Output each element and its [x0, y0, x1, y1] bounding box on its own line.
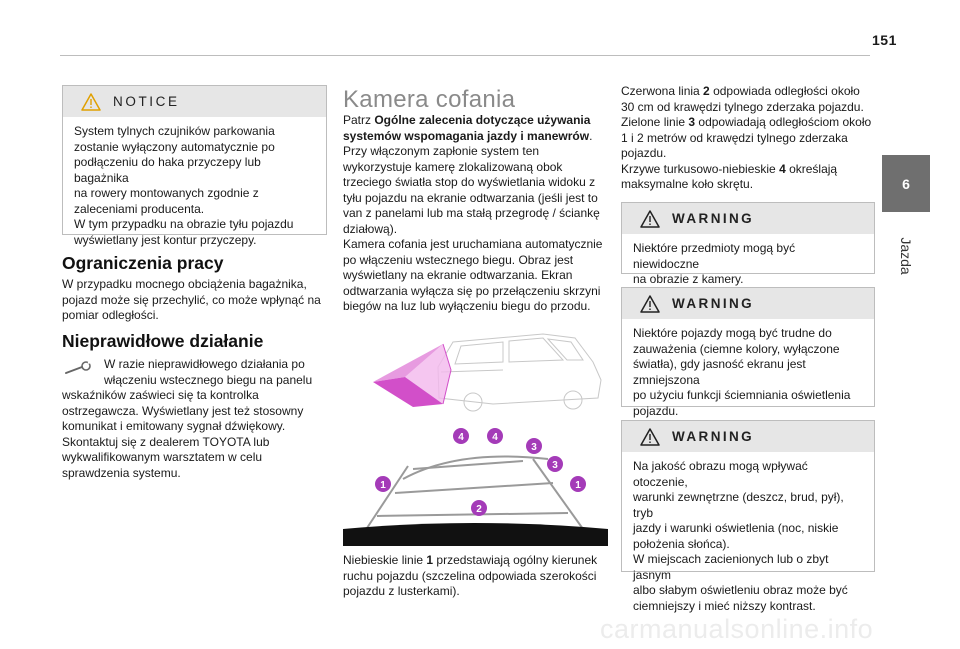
notice-box — [62, 85, 327, 247]
svg-text:1: 1 — [575, 480, 581, 491]
malfunction-line: wykwalifikowanym warsztatem w celu — [62, 450, 263, 464]
camera-line: tyłu pojazdu na ekranie odtwarzania (jeśli jest to — [343, 190, 598, 205]
camera-line: trzeciego światła stop do wyświetlania widoku z — [343, 175, 596, 189]
camera-intro-ref-cont[interactable]: systemów wspomagania jazdy i manewrów — [343, 128, 590, 143]
callout-2 — [471, 500, 487, 516]
warning-body — [622, 234, 874, 288]
caption-line2: ruchu pojazdu (szczelina odpowiada szerokości — [343, 568, 597, 583]
guides-line7: maksymalne koło skrętu. — [621, 177, 754, 191]
warning-box-1 — [621, 202, 875, 286]
callout-4b — [487, 428, 503, 444]
svg-text:2: 2 — [476, 504, 482, 515]
warning-header — [622, 203, 874, 234]
warning-line: po użyciu funkcji ściemniania oświetlenia — [633, 388, 851, 402]
warning-body — [622, 452, 874, 614]
guides-span: określają — [785, 161, 838, 176]
chapter-tab[interactable]: 6 — [882, 155, 930, 212]
warning-line: światła), gdy jasność ekranu jest zmniejszona — [633, 357, 806, 387]
warning-heading: WARNING — [672, 429, 755, 444]
limits-line: pojazd może się przechylić, co może wpłynąć na — [62, 292, 321, 307]
warning-line: Na jakość obrazu mogą wpływać otoczenie, — [633, 459, 808, 489]
guides-ref-4: 4 — [779, 161, 786, 176]
warning-header — [622, 288, 874, 319]
guides-line4: 1 i 2 metrów od krawędzi tylnego zderzaka — [621, 130, 848, 145]
guides-ref-2: 2 — [703, 84, 710, 98]
notice-line: wyświetlany jest kontur przyczepy. — [74, 232, 257, 247]
malfunction-text — [62, 357, 332, 481]
caption-line3: pojazdu z lusterkami). — [343, 584, 460, 598]
callout-3a — [526, 438, 542, 454]
guides-span: odpowiadają odległościom około — [695, 115, 872, 129]
guides-line3 — [621, 115, 881, 131]
warning-body — [622, 319, 874, 419]
guides-span: Krzywe turkusowo-niebieskie — [621, 161, 780, 176]
warning-box-3 — [621, 420, 875, 613]
guides-line5: pojazdu. — [621, 146, 667, 160]
notice-triangle-icon — [81, 93, 101, 111]
callout-3b — [547, 456, 563, 472]
notice-heading: NOTICE — [113, 94, 180, 109]
camera-text — [343, 113, 608, 315]
diagram-caption — [343, 553, 608, 600]
malfunction-line: włączeniu wstecznego biegu na panelu — [104, 372, 313, 387]
watermark: carmanualsonline.info — [600, 614, 874, 644]
camera-title: Kamera cofania — [343, 86, 516, 113]
warning-line: na obrazie z kamery. — [633, 272, 744, 286]
guides-line1 — [621, 84, 881, 100]
caption-line1 — [343, 553, 608, 569]
camera-intro-line2 — [343, 129, 608, 145]
warning-line: Niektóre przedmioty mogą być niewidoczne — [633, 241, 796, 271]
malfunction-line: komunikat i emitowany sygnał dźwiękowy. — [62, 419, 286, 433]
limits-line: pomiar odległości. — [62, 308, 159, 322]
guides-text — [621, 84, 881, 193]
svg-text:4: 4 — [458, 432, 464, 443]
malfunction-line: wskaźników zaświeci się ta kontrolka — [62, 388, 259, 402]
warning-line: pojazdu. — [633, 403, 679, 418]
callout-1a — [375, 476, 391, 492]
notice-body — [63, 117, 326, 248]
camera-intro-ref[interactable]: Ogólne zalecenia dotyczące używania — [374, 113, 591, 127]
notice-line: System tylnych czujników parkowania — [74, 124, 275, 138]
svg-text:3: 3 — [552, 460, 558, 471]
warning-line: zauważenia (ciemne kolory, wyłączone — [633, 341, 840, 356]
malfunction-heading: Nieprawidłowe działanie — [62, 331, 264, 351]
camera-line: wyświetlany na ekranie odtwarzania. Ekran — [343, 268, 573, 282]
camera-line: Przy włączonym zapłonie system ten — [343, 144, 540, 158]
warning-heading: WARNING — [672, 296, 755, 311]
malfunction-line: W razie nieprawidłowego działania po — [104, 357, 305, 371]
warning-heading: WARNING — [672, 211, 755, 226]
warning-triangle-icon — [640, 428, 660, 446]
caption-text: przedstawiają ogólny kierunek — [433, 553, 598, 567]
malfunction-line: Skontaktuj się z dealerem TOYOTA lub — [62, 434, 270, 449]
warning-line: Niektóre pojazdy mogą być trudne do — [633, 326, 832, 340]
caption-text: Niebieskie linie — [343, 553, 427, 567]
warning-line: warunki zewnętrzne (deszcz, brud, pył), tryb — [633, 490, 844, 520]
chapter-title: Jazda — [898, 237, 914, 275]
bumper — [343, 523, 608, 546]
camera-line: Kamera cofania jest uruchamiana automatycznie — [343, 237, 603, 251]
warning-line: jazdy i warunki oświetlenia (noc, niskie — [633, 521, 839, 535]
van-camera-illustration — [343, 322, 608, 422]
svg-text:1: 1 — [380, 480, 386, 491]
notice-line: zaleceniami producenta. — [74, 201, 205, 216]
camera-intro-suffix: . — [589, 128, 593, 143]
guides-ref-3: 3 — [688, 115, 696, 129]
camera-line: biegów na luz lub wyłączeniu biegu do przodu. — [343, 299, 591, 313]
warning-triangle-icon — [640, 210, 660, 228]
camera-line: van z panelami lub ma stałą przegrodę / ściankę — [343, 206, 600, 220]
callout-4a — [453, 428, 469, 444]
guides-line2: 30 cm od krawędzi tylnego zderzaka pojazdu. — [621, 99, 864, 114]
notice-line: na rowery montowanych zgodnie z — [74, 186, 259, 200]
guides-span: Czerwona linia — [621, 84, 704, 98]
notice-line: zostanie wyłączony automatycznie po — [74, 139, 275, 154]
warning-line: albo słabym oświetleniu obraz może być — [633, 583, 848, 597]
camera-line: wykorzystuje kamerę zlokalizowaną obok — [343, 159, 563, 174]
warning-triangle-icon — [640, 295, 660, 313]
notice-line: W tym przypadku na obrazie tyłu pojazdu — [74, 217, 294, 231]
svg-text:3: 3 — [531, 442, 537, 453]
svg-text:4: 4 — [492, 432, 498, 443]
warning-box-2 — [621, 287, 875, 418]
parking-guide-diagram — [343, 421, 608, 546]
van-outline — [438, 334, 601, 411]
limits-line: W przypadku mocnego obciążenia bagażnika, — [62, 277, 307, 291]
limits-heading: Ograniczenia pracy — [62, 253, 224, 273]
limits-text — [62, 277, 332, 324]
camera-intro-line1 — [343, 113, 608, 129]
guides-span: odpowiada odległości około — [709, 84, 860, 98]
malfunction-line: ostrzegawcza. Wyświetlany jest też stosowny — [62, 403, 304, 418]
notice-line: podłączeniu do haka przyczepy lub bagażnika — [74, 155, 261, 185]
page-number: 151 — [872, 32, 897, 48]
camera-line: odtwarzania wyłącza się po przełączeniu skrzyni — [343, 283, 601, 298]
camera-intro-prefix: Patrz — [343, 113, 375, 127]
warning-line: ciemniejszy i mieć niższy kontrast. — [633, 598, 816, 613]
warning-line: położenia słońca). — [633, 536, 730, 551]
warning-line: W miejscach zacienionych lub o zbyt jasnym — [633, 552, 829, 582]
camera-line: po włączeniu wstecznego biegu. Obraz jest — [343, 252, 574, 267]
malfunction-line: sprawdzenia systemu. — [62, 465, 181, 480]
camera-view-cone — [373, 344, 451, 407]
top-divider — [60, 55, 870, 56]
caption-ref-1: 1 — [426, 553, 434, 567]
callout-1b — [570, 476, 586, 492]
warning-header — [622, 421, 874, 452]
notice-header — [63, 86, 326, 117]
camera-line: działową). — [343, 221, 398, 236]
guides-line6 — [621, 162, 881, 178]
guides-span: Zielone linie — [621, 115, 689, 129]
